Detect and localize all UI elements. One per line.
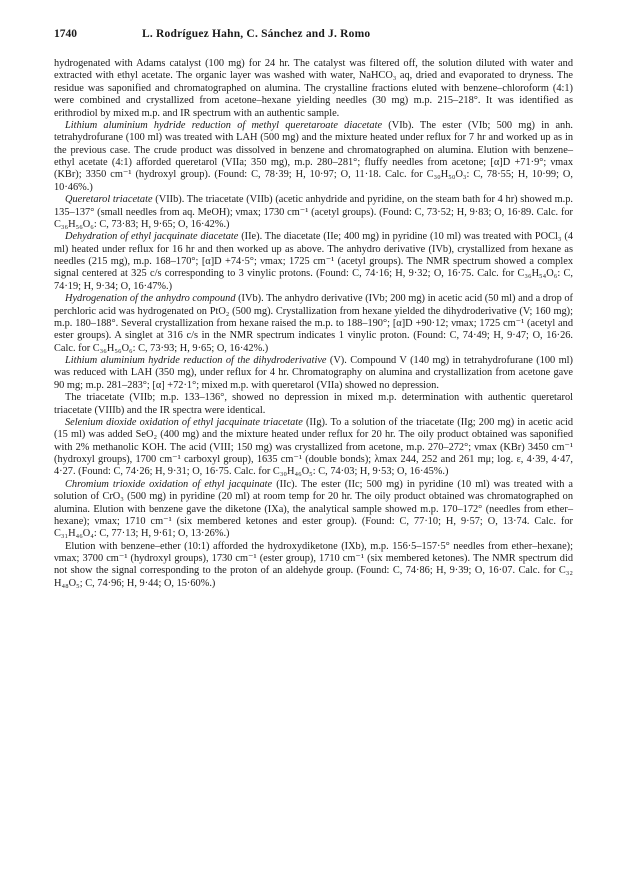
paragraph-text: (V). Compound V (140 mg) in tetrahydrofurane (100 ml) was reduced with LAH (350 mg), under reflux for 4 hr. Chromatography on alumina and crystallization from acetone gave 90 mg; m.p. 281–283°; [α] +72·1°; mixed m.p. with queretarol (VIIa) showed no depression. [54, 355, 573, 391]
paragraph-text: (IVb). The anhydro derivative (IVb; 200 mg) in acetic acid (50 ml) and a drop of perchloric acid was hydrogenated on PtO₂ (500 mg). Crystallization from hexane yielded the dihydroderivative (V; 160 mg); m.p. 180–188°. Several crystallization from hexane raised the m.p. to 188–190°; [α]D +90·12; νmax; 1725 cm⁻¹ (acetyl and ester groups). A singlet at 316 c/s in the NMR spectrum indicates 1 vinylic proton. (Found: C, 74·49; H, 9·47; O, 16·26. Calc. for C₃₆H₅₆O₆: C, 73·93; H, 9·65; O, 16·42%.) [54, 293, 573, 354]
paragraph-text: (IIe). The diacetate (IIe; 400 mg) in pyridine (10 ml) was treated with POCl₃ (4 ml) heated under reflux for 16 hr and then worked up as above. The anhydro derivative (IVb), crystallized from hexane as needles (215 mg), m.p. 168–170°; [α]D +74·5°; νmax; 1725 cm⁻¹ (acetyl groups). The NMR spectrum showed a complex signal centered at 325 c/s corresponding to 3 vinylic protons. (Found: C, 74·16; H, 9·32; O, 16·75. Calc. for C₃₆H₅₄O₆: C, 74·19; H, 9·34; O, 16·47%.) [54, 231, 573, 292]
section-title: Chromium trioxide oxidation of ethyl jacquinate [65, 478, 273, 490]
paragraph-text: hydrogenated with Adams catalyst (100 mg) for 24 hr. The catalyst was filtered off, the solution diluted with water and extracted with ethyl acetate. The organic layer was washed with water, NaHCO₃ aq, dried and evaporated to dryness. The residue was saponified and chromatographed on alumina. The crystalline fractions eluted with benzene–chloroform (4:1) were combined and crystallized from acetone–hexane yielding needles (30 mg) m.p. 215–218°. It was identified as erithrodiol by mixed m.p. and IR spectrum with an authentic sample. [54, 58, 573, 119]
section-title: Lithium aluminium hydride reduction of the dihydroderivative [65, 355, 327, 366]
paragraph-text: (VIb). The ester (VIb; 500 mg) in anh. tetrahydrofurane (100 ml) was treated with LAH (500 mg) and the mixture heated under reflux for 7 hr and worked up as in the previous case. The crude product was dissolved in benzene and chromatographed on alumina. Elution with benzene–ethyl acetate (4:1) afforded queretarol (VIIa; 350 mg), m.p. 280–281°; fluffy needles from acetone; [α]D +71·9°; νmax (KBr); 3350 cm⁻¹ (hydroxyl group). (Found: C, 78·39; H, 10·97; O, 11·18. Calc. for C₃₀H₅₀O₃: C, 78·55; H, 10·99; O, 10·46%.) [54, 119, 573, 193]
paragraph-continuation [54, 58, 573, 120]
section-title: Dehydration of ethyl jacquinate diacetate [65, 231, 239, 243]
page [54, 28, 573, 590]
section-title: Hydrogenation of the anhydro compound [65, 293, 236, 305]
paragraph-hydroxydiketone-elution [54, 541, 573, 591]
paragraph-dehydration [54, 231, 573, 293]
paragraph-text: (IIg). To a solution of the triacetate (IIg; 200 mg) in acetic acid (15 ml) was added SeO₂ (400 mg) and the mixture heated under reflux for 20 hr. The oily product obtained was saponified with 2% methanolic KOH. The acid (VIII; 150 mg) was crystallized from acetone, m.p. 270–272°; νmax (KBr) 3450 cm⁻¹ (hydroxyl groups), 1700 cm⁻¹ carboxyl group), 1635 cm⁻¹ (double bonds); λmax 244, 252 and 261 mμ; log. ε, 4·39, 4·47, 4·27. (Found: C, 74·26; H, 9·31; O, 16·75. Calc. for C₃₀H₄₆O₅: C, 74·03; H, 9·53; O, 16·45%.) [54, 416, 573, 478]
paragraph-triacetate-comparison [54, 392, 573, 417]
section-title: Selenium dioxide oxidation of ethyl jacquinate triacetate [65, 416, 303, 428]
paragraph-queretarol-triacetate [54, 194, 573, 231]
running-head: L. Rodríguez Hahn, C. Sánchez and J. Romo [142, 28, 371, 40]
page-header [54, 28, 573, 48]
paragraph-selenium-oxidation [54, 417, 573, 479]
paragraph-text: The triacetate (VIIb; m.p. 133–136°, showed no depression in mixed m.p. determination with authentic queretarol triacetate (VIIIb) and the IR spectra were identical. [54, 392, 573, 416]
paragraph-chromium-oxidation [54, 479, 573, 541]
paragraph-text: (IIc). The ester (IIc; 500 mg) in pyridine (10 ml) was treated with a solution of CrO₃ (500 mg) in pyridine (20 ml) at room temp for 20 hr. The oily product obtained was chromatographed on alumina. Elution with benzene gave the diketone (IXa), the analytical sample showed m.p. 170–172° (needles from ether–hexane); νmax; 1710 cm⁻¹ (six membered ketones and ester group). (Found: C, 77·10; H, 9·57; O, 13·74. Calc. for C₃₁H₄₆O₄: C, 77·13; H, 9·61; O, 13·26%.) [54, 478, 573, 540]
article-body [54, 58, 573, 590]
paragraph-lah-reduction-diacetate [54, 120, 573, 194]
paragraph-lah-reduction-dihydro [54, 355, 573, 392]
paragraph-text: Elution with benzene–ether (10:1) afforded the hydroxydiketone (IXb), m.p. 156·5–157·5° needles from ether–hexane); νmax; 3700 cm⁻¹ (hydroxyl groups), 1730 cm⁻¹ (ester group), 1710 cm⁻¹ (six membered ketones). The NMR spectrum did not show the signal corresponding to the proton of an aldehyde group. (Found: C, 74·86; H, 9·39; O, 16·07. Calc. for C₃₂ H₄₈O₅; C, 74·96; H, 9·44; O, 15·60%.) [54, 540, 573, 589]
section-title: Queretarol triacetate [65, 194, 153, 206]
paragraph-hydrogenation [54, 293, 573, 355]
section-title: Lithium aluminium hydride reduction of methyl queretaroate diacetate [65, 119, 383, 131]
paragraph-text: (VIIb). The triacetate (VIIb) (acetic anhydride and pyridine, on the steam bath for 4 hr) showed m.p. 135–137° (small needles from aq. MeOH); νmax; 1730 cm⁻¹ (acetyl groups). (Found: C, 73·52; H, 9·83; O, 16·89. Calc. for C₃₆H₅₆O₆: C, 73·83; H, 9·65; O, 16·42%.) [54, 194, 574, 230]
page-number: 1740 [54, 28, 77, 40]
